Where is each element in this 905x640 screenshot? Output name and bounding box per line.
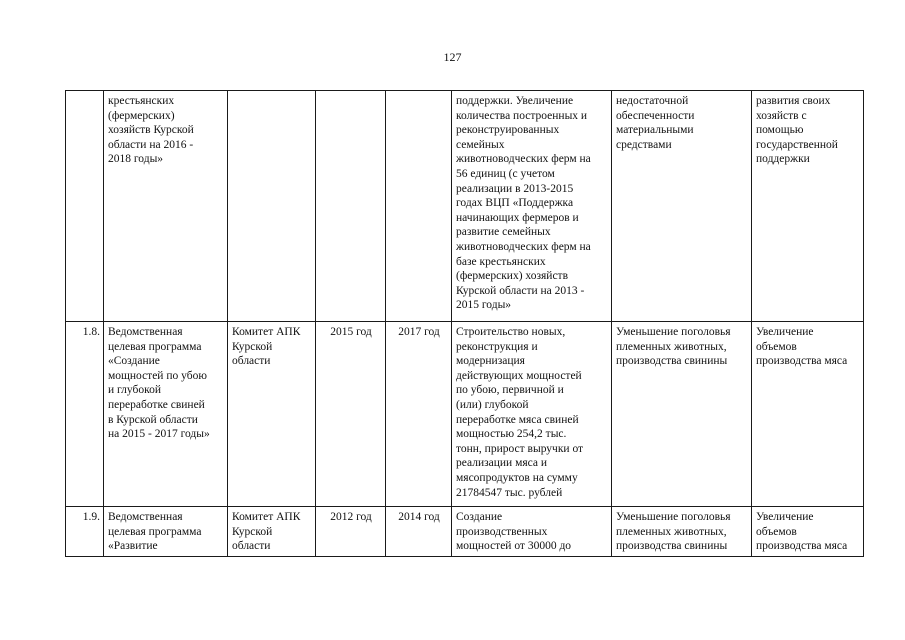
end-year — [386, 91, 452, 322]
table-row — [66, 507, 864, 557]
table-row — [66, 322, 864, 507]
executor — [228, 91, 316, 322]
end-year: 2014 год — [386, 507, 452, 557]
row-number — [66, 91, 104, 322]
indicator-relation: Увеличение объемов производства мяса — [752, 507, 864, 557]
non-implementation-consequences: Уменьшение поголовья племенных животных, производства свинины — [612, 322, 752, 507]
non-implementation-consequences: недостаточной обеспеченности материальными средствами — [612, 91, 752, 322]
program-table — [65, 90, 864, 557]
row-number: 1.9. — [66, 507, 104, 557]
executor: Комитет АПК Курской области — [228, 507, 316, 557]
page-number: 127 — [443, 50, 462, 64]
start-year: 2015 год — [316, 322, 386, 507]
main-directions: Создание производственных мощностей от 30000 до — [452, 507, 612, 557]
main-directions: поддержки. Увеличение количества построенных и реконструированных семейных животноводческих ферм на 56 единиц (с учетом реализации в 2013-2015 годах ВЦП «Поддержка начинающих фермеров и развитие семейных животноводческих ферм на базе крестьянских (фермерских) хозяйств Курской области на 2013 - 2015 годы» — [452, 91, 612, 322]
indicator-relation: Увеличение объемов производства мяса — [752, 322, 864, 507]
executor: Комитет АПК Курской области — [228, 322, 316, 507]
non-implementation-consequences: Уменьшение поголовья племенных животных, производства свинины — [612, 507, 752, 557]
end-year: 2017 год — [386, 322, 452, 507]
row-number: 1.8. — [66, 322, 104, 507]
program-name: крестьянских (фермерских) хозяйств Курской области на 2016 - 2018 годы» — [104, 91, 228, 322]
program-name: Ведомственная целевая программа «Развитие — [104, 507, 228, 557]
main-directions: Строительство новых, реконструкция и модернизация действующих мощностей по убою, первичной и (или) глубокой переработке мяса свиней мощностью 254,2 тыс. тонн, прирост выручки от реализации мяса и мясопродуктов на сумму 21784547 тыс. рублей — [452, 322, 612, 507]
indicator-relation: развития своих хозяйств с помощью государственной поддержки — [752, 91, 864, 322]
start-year — [316, 91, 386, 322]
program-name: Ведомственная целевая программа «Создание мощностей по убою и глубокой переработке свиней в Курской области на 2015 - 2017 годы» — [104, 322, 228, 507]
table-row — [66, 91, 864, 322]
start-year: 2012 год — [316, 507, 386, 557]
